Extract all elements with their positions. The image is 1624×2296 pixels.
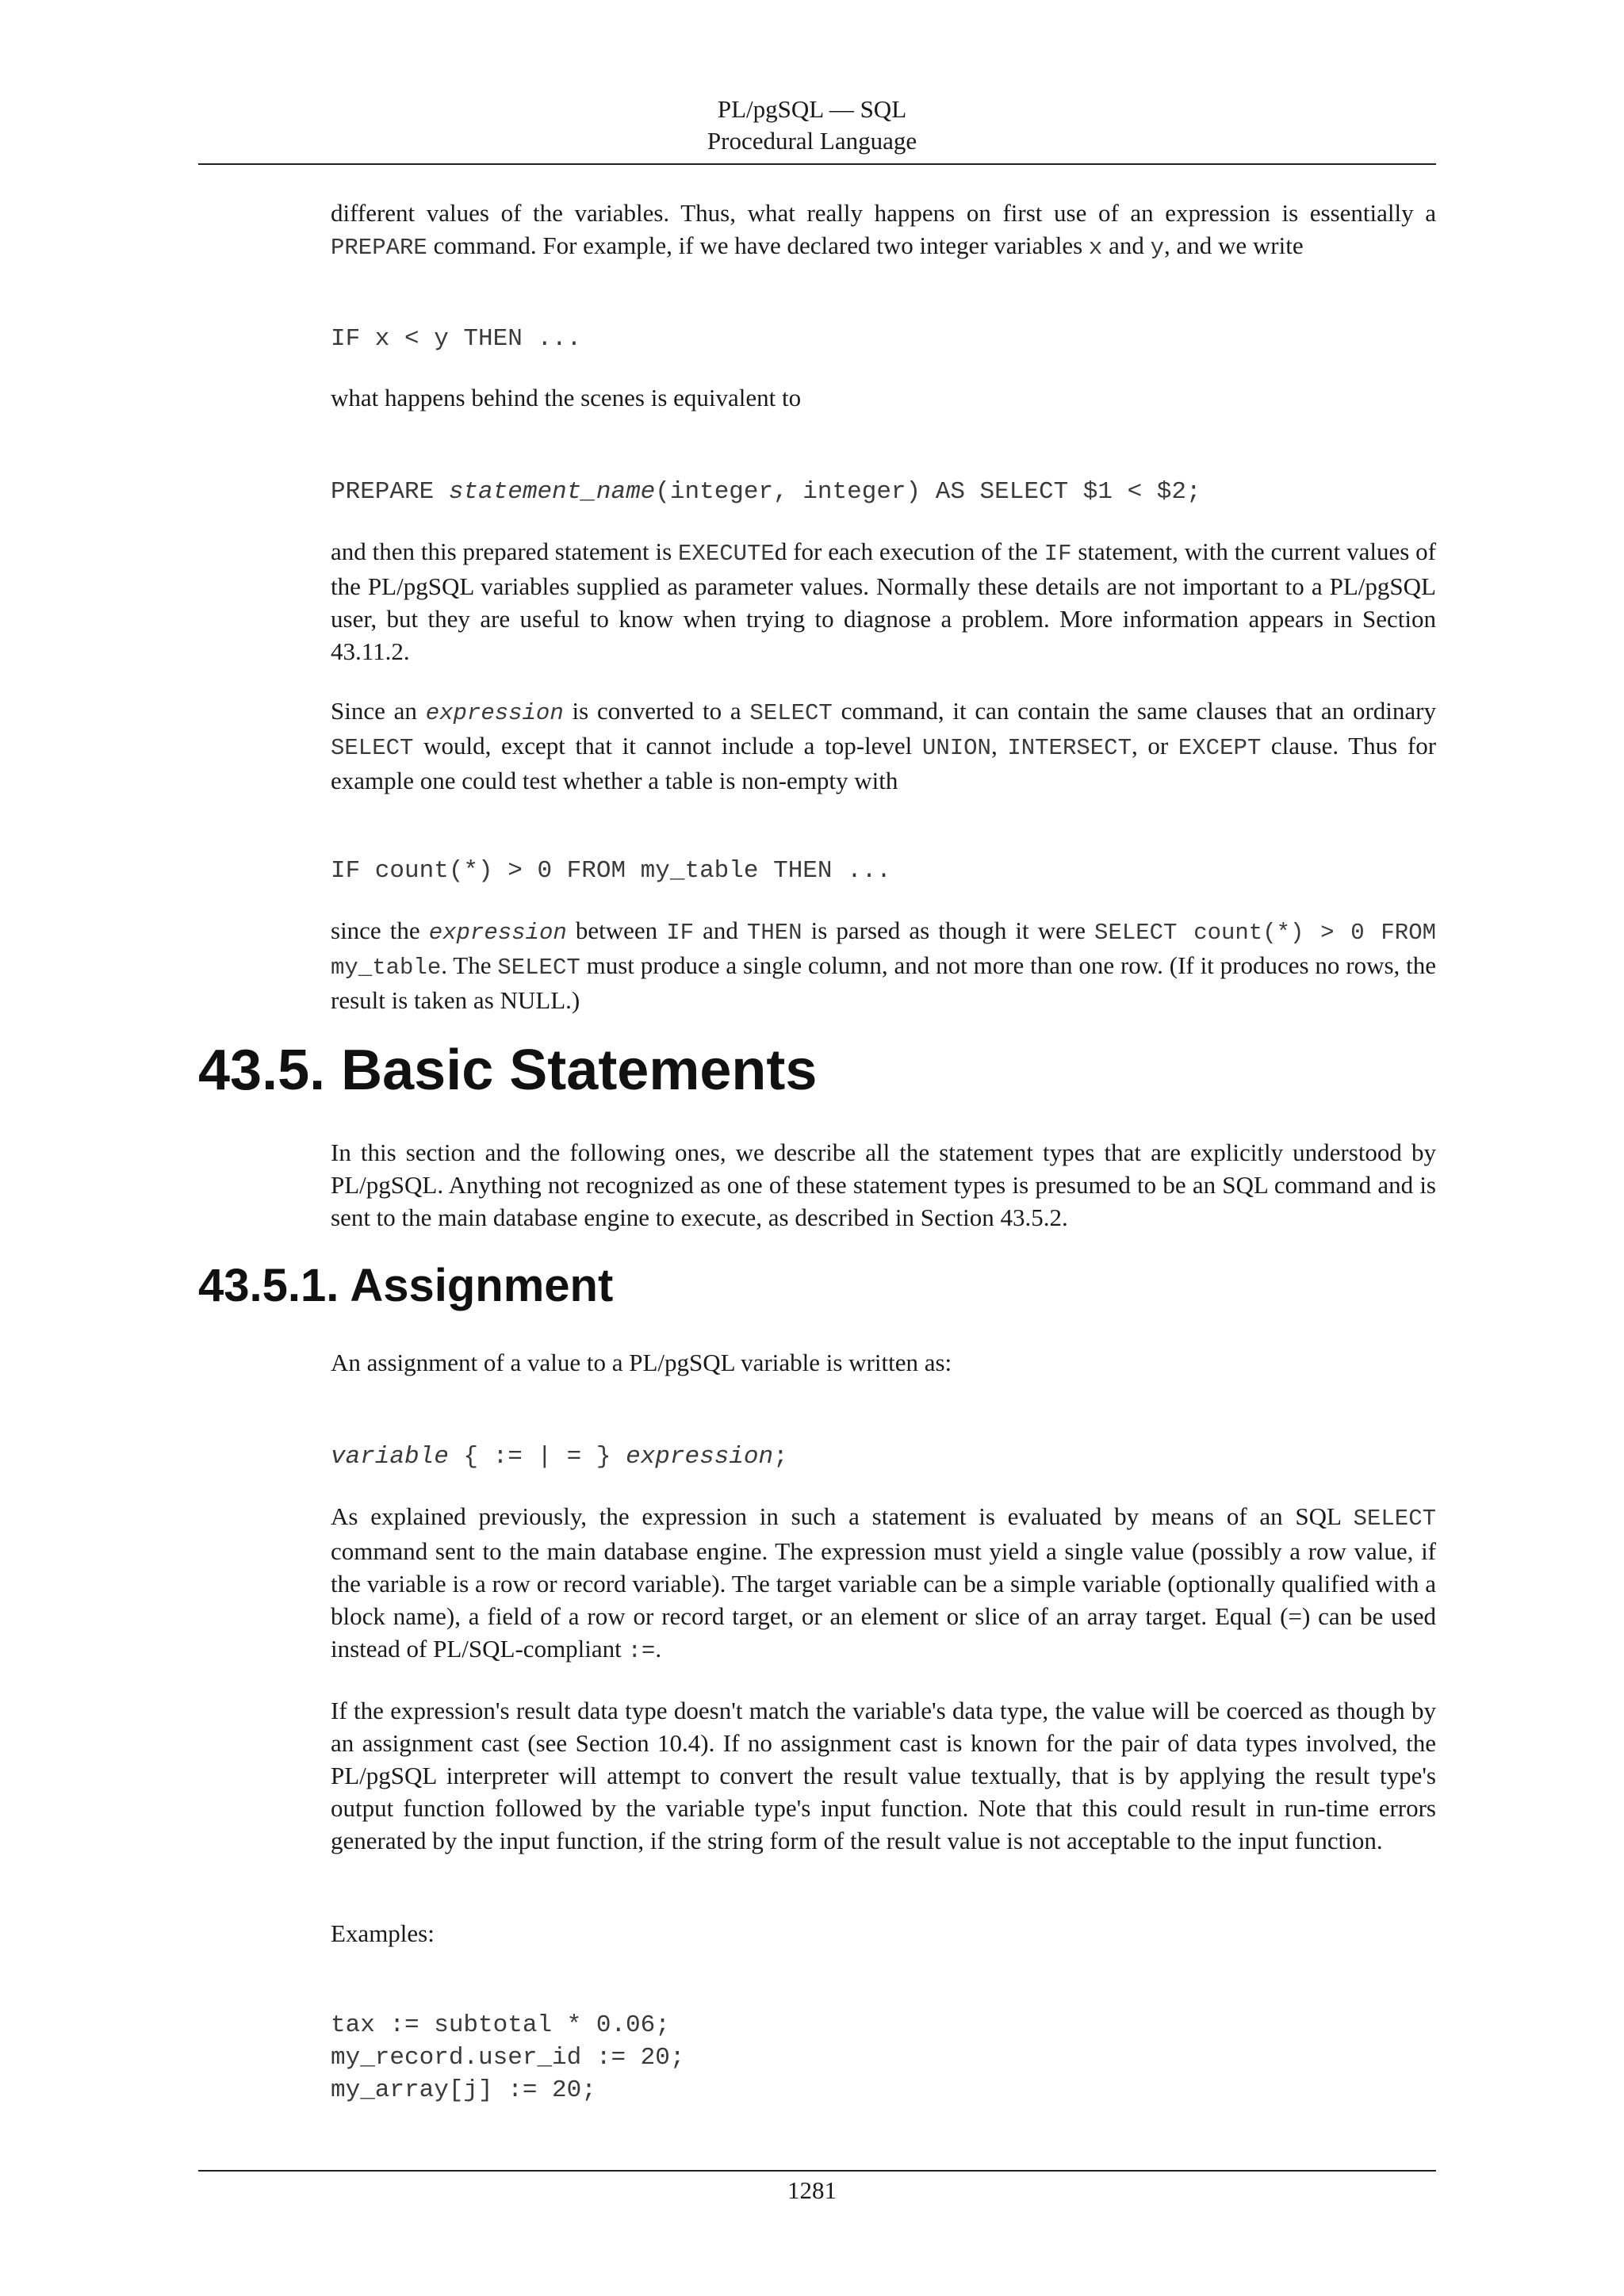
paragraph-coercion: If the expression's result data type doesn't match the variable's data type, the value will be coerced as though by an assignment cast (see Section 10.4). If no assignment cast is known for the pair of data types involved, the PL/pgSQL interpreter will attempt to convert the result value textually, that is by applying the result type's output function followed by the variable type's input function. Note that this could result in run-time errors generated by the input function, if the string form of the result value is not acceptable to the input function. (331, 1697, 1436, 1854)
code-block-examples (331, 2009, 684, 2107)
inline-code: INTERSECT (1007, 735, 1132, 761)
paragraph-prepare-intro: different values of the variables. Thus, what really happens on first use of an expression is essentially a PREPARE command. For example, if we have declared two integer variables x and y, and we write (331, 199, 1436, 261)
inline-code: x (1088, 235, 1103, 261)
code-block-if: IF x < y THEN ... (331, 325, 582, 353)
page-number: 1281 (787, 2176, 837, 2204)
footer-rule (198, 2170, 1436, 2172)
paragraph-parsed-as: since the expression between IF and THEN is parsed as though it were SELECT count(*) > 0 FROM my_table. The SELECT must produce a single column, and not more than one row. (If it produces no rows, the result is taken as NULL.) (331, 916, 1437, 1014)
inline-code: SELECT (1353, 1506, 1436, 1532)
code-line: tax := subtotal * 0.06; (331, 2011, 670, 2039)
code-line: my_array[j] := 20; (331, 2076, 596, 2104)
inline-code: IF (1044, 541, 1072, 567)
running-header (0, 94, 1624, 157)
code-line: my_record.user_id := 20; (331, 2044, 685, 2072)
header-title: PL/pgSQL — SQL (717, 95, 907, 123)
paragraph-examples-label: Examples: (331, 1919, 435, 1947)
inline-code: IF (666, 920, 694, 946)
header-rule (198, 163, 1436, 165)
paragraph-assignment-intro: An assignment of a value to a PL/pgSQL variable is written as: (331, 1349, 952, 1376)
inline-code: UNION (921, 735, 991, 761)
paragraph-section-intro: In this section and the following ones, we describe all the statement types that are explicitly understood by PL/pgSQL. Anything not recognized as one of these statement types is presumed to be an SQL command and is sent to the main database engine to execute, as described in Section 43.5.2. (331, 1138, 1436, 1231)
inline-code: SELECT count(*) > 0 FROM my_table (331, 920, 1437, 981)
paragraph-execute: and then this prepared statement is EXECUTEd for each execution of the IF statement, with the current values of the PL/pgSQL variables supplied as parameter values. Normally these details are not important to a PL/pgSQL user, but they are useful to know when trying to diagnose a problem. More information appears in Section 43.11.2. (331, 538, 1437, 665)
paragraph-behind-scenes: what happens behind the scenes is equivalent to (331, 384, 802, 411)
paragraph-expression-select: Since an expression is converted to a SELECT command, it can contain the same clauses that an ordinary SELECT would, except that it cannot include a top-level UNION, INTERSECT, or EXCEPT clause. Thus for example one could test whether a table is non-empty with (331, 697, 1437, 794)
code-block-syntax: variable { := | = } expression; (331, 1443, 788, 1471)
header-subtitle: Procedural Language (707, 127, 917, 155)
inline-code: EXCEPT (1178, 735, 1262, 761)
code-block-count: IF count(*) > 0 FROM my_table THEN ... (331, 857, 891, 885)
inline-code: SELECT (497, 955, 580, 981)
inline-code: SELECT (331, 735, 414, 761)
inline-code: PREPARE (331, 235, 427, 261)
inline-code: expression (425, 700, 564, 726)
code-block-prepare: PREPARE statement_name(integer, integer) AS SELECT $1 < $2; (331, 478, 1201, 506)
inline-code: EXECUTE (678, 541, 775, 567)
section-heading-basic-statements: 43.5. Basic Statements (198, 1039, 818, 1102)
subsection-heading-assignment: 43.5.1. Assignment (198, 1260, 614, 1311)
inline-code: expression (428, 920, 567, 946)
inline-code: y (1150, 235, 1164, 261)
inline-code: := (627, 1638, 656, 1664)
inline-code: THEN (746, 920, 802, 946)
inline-code: SELECT (749, 700, 833, 726)
paragraph-evaluation: As explained previously, the expression in such a statement is evaluated by means of an SQL SELECT command sent to the main database engine. The expression must yield a single value (possibly a row value, if the variable is a row or record variable). The target variable can be a simple variable (optionally qualified with a block name), a field of a row or record target, or an element or slice of an array target. Equal (=) can be used instead of PL/SQL-compliant :=. (331, 1502, 1436, 1664)
